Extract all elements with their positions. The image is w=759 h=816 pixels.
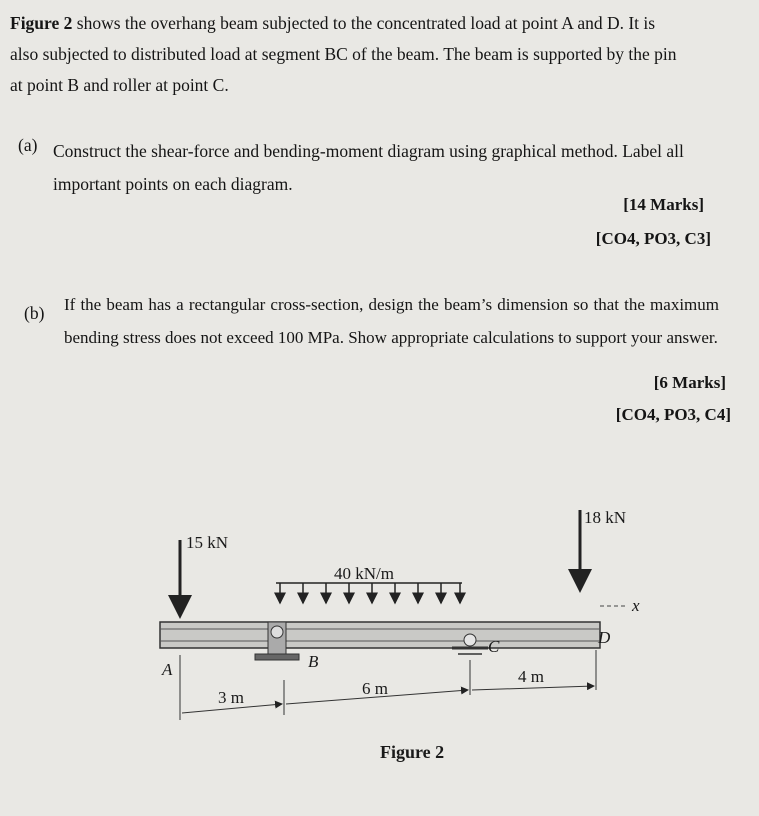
question-a-label: (a) — [18, 135, 38, 155]
x-axis-label: x — [632, 596, 640, 615]
question-b-co: [CO4, PO3, C4] — [615, 405, 731, 424]
intro-line-2: also subjected to distributed load at segment BC of the beam. The beam is supported by the pin — [10, 44, 677, 64]
intro-line-3: at point B and roller at point C. — [10, 75, 229, 95]
point-c-label: C — [488, 637, 500, 656]
question-a-text: Construct the shear-force and bending-moment diagram using graphical method. Label all important points on each diagram. — [53, 141, 684, 194]
dim-ab-label: 3 m — [218, 688, 244, 707]
question-a-marks: [14 Marks] — [623, 195, 704, 214]
point-a-label: A — [162, 660, 173, 679]
point-b-label: B — [308, 652, 319, 671]
question-b-text: If the beam has a rectangular cross-section, design the beam’s dimension so that the maximum bending stress does not exceed 100 MPa. Show appropriate calculations to support your answer. — [64, 295, 719, 347]
question-a-co: [CO4, PO3, C3] — [595, 229, 711, 248]
dim-bc-label: 6 m — [362, 679, 388, 698]
question-b-label: (b) — [24, 303, 45, 323]
dim-cd-label: 4 m — [518, 667, 544, 686]
figure-ref: Figure 2 — [10, 13, 73, 33]
question-b-marks: [6 Marks] — [653, 373, 726, 392]
load-d-label: 18 kN — [584, 508, 627, 527]
intro-line-1: Figure 2 shows the overhang beam subjected to the concentrated load at point A and D. It is — [10, 13, 656, 33]
distributed-load — [276, 583, 462, 603]
udl-label: 40 kN/m — [334, 564, 394, 583]
figure-caption: Figure 2 — [380, 742, 445, 762]
point-d-label: D — [598, 628, 611, 647]
beam — [160, 622, 600, 648]
load-a-label: 15 kN — [186, 533, 229, 552]
